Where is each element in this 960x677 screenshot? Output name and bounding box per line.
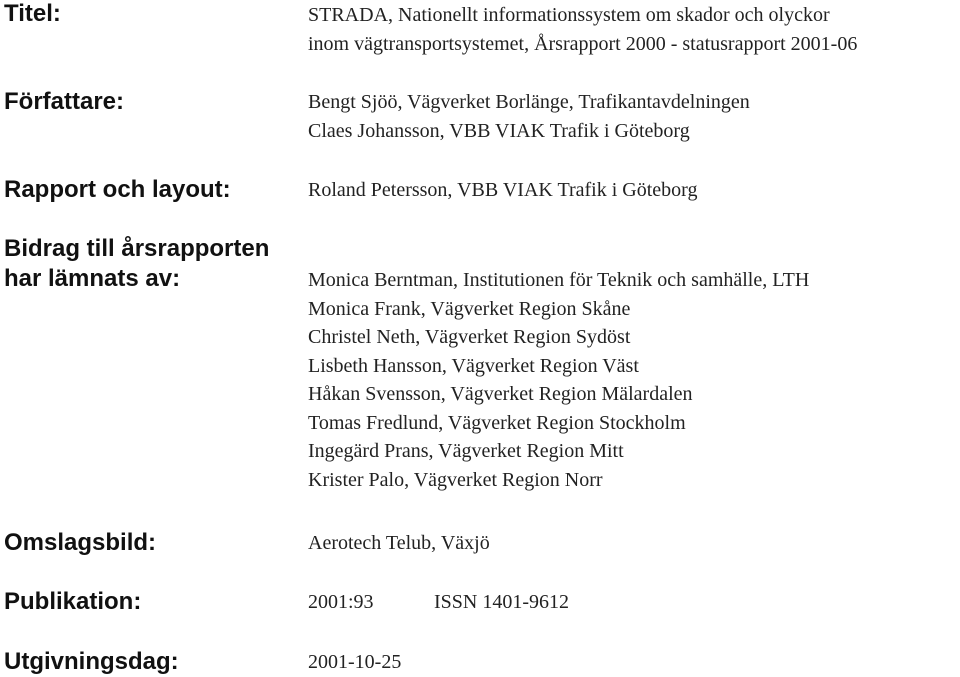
publication-issn: ISSN 1401-9612 <box>434 591 570 613</box>
label-publication: Publikation: <box>4 588 142 615</box>
contributor-7: Ingegärd Prans, Vägverket Region Mitt <box>308 440 624 462</box>
report-layout-value: Roland Petersson, VBB VIAK Trafik i Göteborg <box>308 179 698 201</box>
label-release-date: Utgivningsdag: <box>4 648 179 675</box>
label-authors: Författare: <box>4 88 125 115</box>
label-contributors-line2: har lämnats av: <box>4 265 181 292</box>
contributors-list <box>308 266 809 494</box>
contributor-1: Monica Berntman, Institutionen för Teknik och samhälle, LTH <box>308 269 810 291</box>
label-report-layout: Rapport och layout: <box>4 176 231 203</box>
contributor-3: Christel Neth, Vägverket Region Sydöst <box>308 326 631 348</box>
contributor-8: Krister Palo, Vägverket Region Norr <box>308 468 603 491</box>
contributor-4: Lisbeth Hansson, Vägverket Region Väst <box>308 354 639 377</box>
authors-value <box>308 88 750 145</box>
contributor-2: Monica Frank, Vägverket Region Skåne <box>308 297 631 320</box>
contributor-6: Tomas Fredlund, Vägverket Region Stockholm <box>308 411 686 434</box>
contributor-5: Håkan Svensson, Vägverket Region Mälardalen <box>308 383 693 405</box>
label-title: Titel: <box>4 0 61 27</box>
release-date-value: 2001-10-25 <box>308 651 402 673</box>
cover-image-value: Aerotech Telub, Växjö <box>308 532 490 554</box>
label-contributors-line1: Bidrag till årsrapporten <box>4 235 270 262</box>
title-line-1: STRADA, Nationellt informationssystem om skador och olyckor <box>308 4 830 26</box>
publication-number: 2001:93 <box>308 591 374 613</box>
title-value <box>308 1 857 58</box>
author-2: Claes Johansson, VBB VIAK Trafik i Göteborg <box>308 119 690 142</box>
label-cover-image: Omslagsbild: <box>4 529 157 556</box>
author-1: Bengt Sjöö, Vägverket Borlänge, Trafikantavdelningen <box>308 91 750 113</box>
title-line-2: inom vägtransportsystemet, Årsrapport 2000 - statusrapport 2001-06 <box>308 32 858 55</box>
